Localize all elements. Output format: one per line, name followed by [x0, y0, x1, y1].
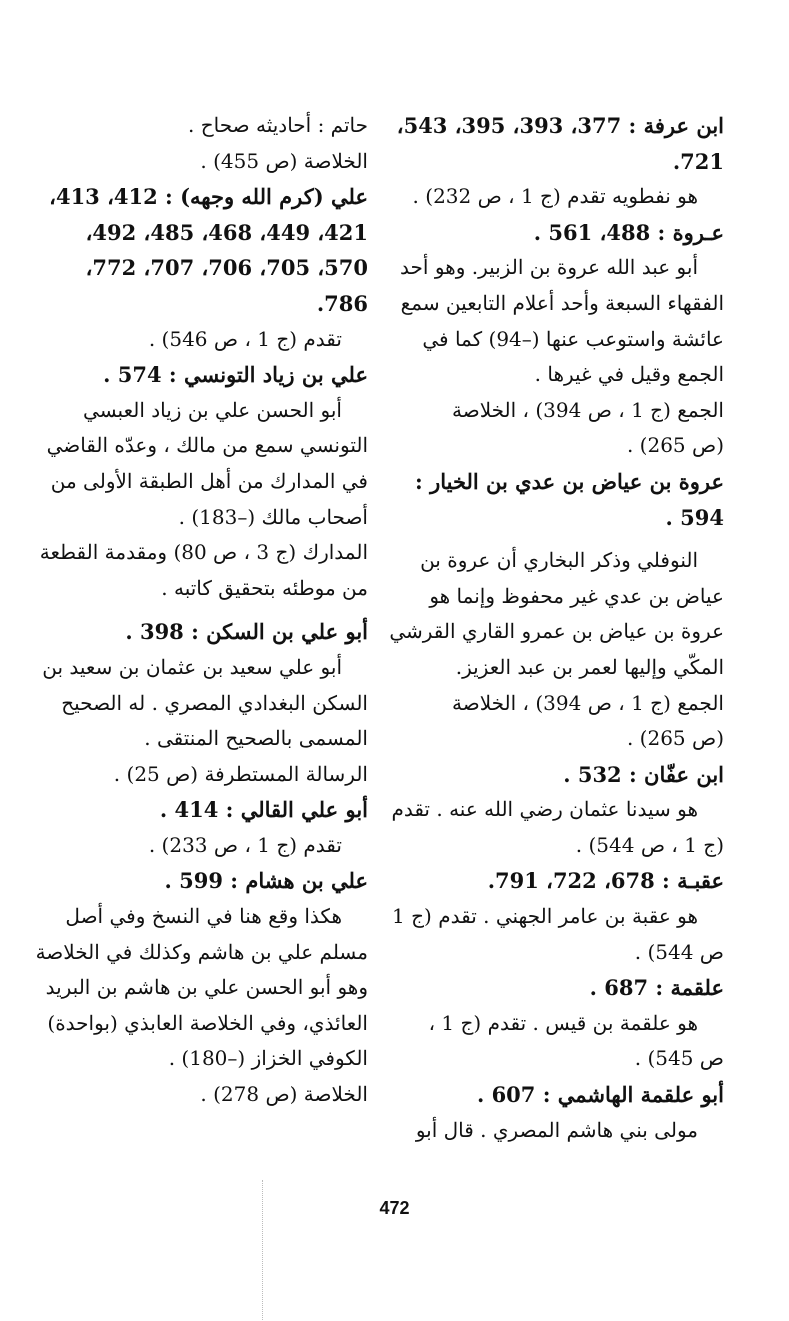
entry-heading-line: 570، 705، 706، 707، 772، — [85, 255, 368, 281]
text-line: أصحاب مالك (–183) . — [178, 504, 368, 529]
entry-heading-line: 721. — [672, 148, 724, 174]
text-line: الكوفي الخزاز (–180) . — [168, 1046, 368, 1071]
text-line: المكّي وإليها لعمر بن عبد العزيز. — [455, 654, 724, 679]
text-line: العائذي، وفي الخلاصة العابذي (بواحدة) — [47, 1010, 368, 1035]
text-line: عروة بن عياض بن عمرو القاري القرشي — [389, 619, 724, 644]
text-line: الفقهاء السبعة وأحد أعلام التابعين سمع — [400, 290, 724, 315]
text-line: الخلاصة (ص 455) . — [200, 148, 368, 173]
text-line: المدارك (ج 3 ، ص 80) ومقدمة القطعة — [39, 540, 368, 565]
text-line: المسمى بالصحيح المنتقى . — [144, 726, 368, 751]
text-line: هو نفطويه تقدم (ج 1 ، ص 232) . — [412, 184, 698, 209]
text-line: من موطئه بتحقيق كاتبه . — [161, 575, 368, 600]
entry-heading-line: عـروة : 488، 561 . — [533, 219, 724, 245]
entry-heading-line: 594 . — [665, 504, 724, 530]
spacer — [46, 606, 368, 614]
text-line: (ص 265) . — [626, 433, 724, 458]
text-line: في المدارك من أهل الطبقة الأولى من — [50, 468, 368, 493]
left-column — [35, 108, 368, 1113]
text-line: عياض بن عدي غير محفوظ وإنما هو — [429, 583, 724, 608]
text-line: السكن البغدادي المصري . له الصحيح — [61, 690, 368, 715]
text-line: التونسي سمع من مالك ، وعدّه القاضي — [46, 433, 368, 458]
entry-heading-line: 421، 449، 468، 485، 492، — [85, 219, 368, 245]
text-line: الجمع (ج 1 ، ص 394) ، الخلاصة — [451, 690, 724, 715]
entry-heading-line: علي (كرم الله وجهه) : 412، 413، — [49, 184, 368, 210]
text-line: ص 544) . — [634, 939, 724, 964]
text-line: الخلاصة (ص 278) . — [200, 1082, 368, 1107]
entry-heading-line: أبو علي بن السكن : 398 . — [125, 619, 368, 645]
entry-heading-line: عقبـة : 678، 722، 791. — [487, 868, 724, 894]
text-line: ص 545) . — [634, 1046, 724, 1071]
text-line: أبو الحسن علي بن زياد العبسي — [83, 397, 342, 422]
spacer — [408, 535, 724, 543]
right-column — [389, 108, 724, 1148]
entry-heading-line: ابن عفّان : 532 . — [563, 761, 724, 787]
entry-heading-line: أبو علي القالي : 414 . — [159, 797, 368, 823]
text-line: عائشة واستوعب عنها (–94) كما في — [422, 326, 724, 351]
text-line: الجمع وقيل في غيرها . — [534, 362, 724, 387]
text-line: تقدم (ج 1 ، ص 233) . — [148, 832, 342, 857]
text-line: هو علقمة بن قيس . تقدم (ج 1 ، — [428, 1010, 698, 1035]
text-line: النوفلي وذكر البخاري أن عروة بن — [420, 548, 698, 573]
entry-heading-line: 786. — [316, 290, 368, 316]
text-line: هكذا وقع هنا في النسخ وفي أصل — [65, 904, 342, 929]
text-line: الرسالة المستطرفة (ص 25) . — [113, 761, 368, 786]
text-line: أبو علي سعيد بن عثمان بن سعيد بن — [42, 654, 342, 679]
page-number: 472 — [379, 1198, 410, 1218]
entry-heading-line: علقمة : 687 . — [589, 975, 724, 1001]
text-line: حاتم : أحاديثه صحاح . — [188, 113, 368, 137]
text-line: أبو عبد الله عروة بن الزبير. وهو أحد — [400, 255, 698, 280]
text-line: الجمع (ج 1 ، ص 394) ، الخلاصة — [451, 397, 724, 422]
text-line: تقدم (ج 1 ، ص 546) . — [148, 326, 342, 351]
entry-heading-line: علي بن زياد التونسي : 574 . — [103, 362, 368, 388]
entry-heading-line: عروة بن عياض بن عدي بن الخيار : — [415, 468, 724, 494]
text-line: هو سيدنا عثمان رضي الله عنه . تقدم — [391, 797, 698, 822]
text-line: (ج 1 ، ص 544) . — [575, 832, 724, 857]
entry-heading-line: أبو علقمة الهاشمي : 607 . — [476, 1082, 724, 1108]
text-line: (ص 265) . — [626, 726, 724, 751]
text-line: مولى بني هاشم المصري . قال أبو — [415, 1117, 698, 1142]
text-line: مسلم علي بن هاشم وكذلك في الخلاصة — [35, 939, 368, 964]
text-line: هو عقبة بن عامر الجهني . تقدم (ج 1 — [392, 904, 698, 929]
entry-heading-line: علي بن هشام : 599 . — [164, 868, 368, 894]
text-line: وهو أبو الحسن علي بن هاشم بن البريد — [45, 975, 368, 1000]
entry-heading-line: ابن عرفة : 377، 393، 395، 543، — [396, 113, 724, 138]
